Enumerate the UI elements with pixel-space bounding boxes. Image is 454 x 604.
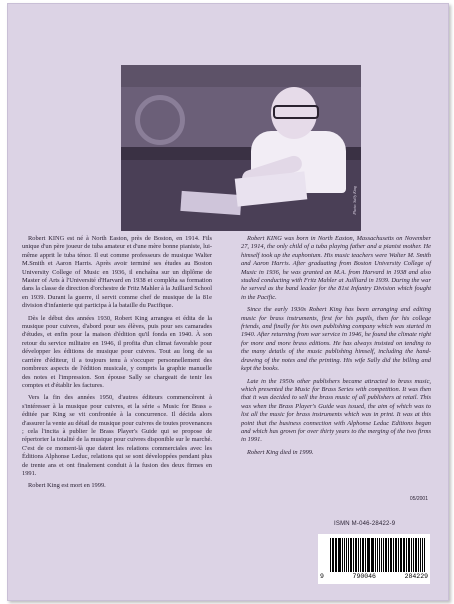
barcode-bar (344, 538, 346, 572)
photo-instrument (135, 95, 185, 145)
barcode-bar (379, 538, 381, 572)
barcode-bar (398, 538, 399, 572)
english-paragraph-4: Robert King died in 1999. (247, 448, 314, 456)
barcode-bar (371, 538, 374, 572)
barcode (318, 534, 430, 584)
french-paragraph-1: Robert KING est né à North Easton, près de Boston, en 1914. Fils unique d'un père joueur de tuba amateur et d'une mère bonne pianiste, lui-même apprit le tuba ténor. Il eut comme professeurs de musique Walter M.Smith et Aaron Harris. Après avoir terminé ses études au Boston University College of Music en 1936, il enchaîna sur un diplôme de Master of Arts à l'Université d'Harvard en 1938 et compléta sa formation dans la classe de direction d'orchestre de Fritz Mahler à la Juilliard School en 1939. Durant la guerre, il servit comme chef de musique de la 81e division d'infanterie qui participa à la bataille du Pacifique. (22, 235, 212, 310)
barcode-bar (346, 538, 347, 572)
barcode-bar (355, 538, 358, 572)
barcode-bar (377, 538, 378, 572)
english-biography (241, 235, 431, 461)
back-cover-page (7, 3, 449, 601)
english-paragraph-2: Since the early 1930s Robert King has been arranging and editing music for brass instruments, first for his pupils, then for his college friends, and finally for his own publishing company which was started in 1940. After returning from war service in 1946, he found the climate right for more and more brass editions. He has always insisted on tending to the many details of the music publishing himself, including the hand-drawing of the notes and the printing. His wife Sally did the billing and kept the books. (241, 306, 431, 373)
barcode-bar (415, 538, 417, 572)
barcode-bar (411, 538, 412, 572)
barcode-bar (413, 538, 414, 572)
barcode-bar (383, 538, 384, 572)
barcode-digit-group-2: 790046 (352, 573, 376, 580)
barcode-digit-group-1: 9 (320, 573, 324, 580)
barcode-bar (336, 538, 337, 572)
english-paragraph-1: Robert KING was born in North Easton, Massachusetts on November 27, 1914, the only child of a tuba playing father and a pianist mother. He himself took up the euphonium. His music teachers were Walter M. Smith and Aaron Harris. After graduating from Boston University College of Music in 1936, he was granted an M.A. from Harvard in 1938 and also studied conducting with Fritz Mahler at Juilliard in 1939. During the war he served as the band leader for the 81st Infantry Division which fought in the Pacific. (241, 235, 431, 301)
barcode-bar (350, 538, 352, 572)
barcode-bar (362, 538, 364, 572)
ismn-number: ISMN M-046-28422-9 (334, 521, 396, 527)
barcode-bar (403, 538, 405, 572)
photo-paper (180, 191, 241, 215)
barcode-bar (348, 538, 349, 572)
barcode-bar (420, 538, 422, 572)
barcode-bar (360, 538, 361, 572)
barcode-bar (358, 538, 359, 572)
print-date-code: 05/2001 (409, 496, 428, 502)
barcode-bar (342, 538, 343, 572)
photo-shelf (121, 65, 361, 87)
barcode-bar (395, 538, 397, 572)
barcode-bar (330, 538, 331, 572)
barcode-bar (385, 538, 387, 572)
barcode-digits (320, 573, 428, 580)
barcode-bar (381, 538, 382, 572)
barcode-bar (400, 538, 401, 572)
barcode-bar (390, 538, 393, 572)
barcode-bar (367, 538, 368, 572)
barcode-bar (335, 538, 336, 572)
barcode-bar (375, 538, 376, 572)
english-paragraph-3: Late in the 1950s other publishers became attracted to brass music, which presented the Music for Brass Series with competition. It was then that it was decided to sell the brass music of all publishers at retail. This was when the Brass Player's Guide was issued, the aim of which was to list all the music for brass instruments which was in print. It was at this point that the business connection with Alphonse Leduc Editions began and which has grown for over thirty years to the merging of the two firms in 1991. (241, 377, 431, 444)
photo-person-glasses (273, 105, 319, 119)
barcode-bar (393, 538, 394, 572)
barcode-bar (406, 538, 407, 572)
barcode-bar (422, 538, 423, 572)
barcode-bar (338, 538, 341, 572)
french-paragraph-2: Dès le début des années 1930, Robert King arrangea et édita de la musique pour cuivres, d'abord pour ses élèves, puis pour ses camarades d'études, et enfin pour la maison d'édition qu'il fonda en 1940. À son retour du service militaire en 1946, il profita d'un climat favorable pour développer les éditions de musique pour cuivres. Tout au long de sa carrière d'éditeur, il a toujours tenu à s'occuper personnellement des nombreux aspects de l'édition musicale, y compris la graphie manuelle des notes et l'impression. Son épouse Sally se chargeait de tenir les comptes et d'établir les factures. (22, 314, 212, 389)
barcode-bar (424, 538, 425, 572)
barcode-bar (368, 538, 370, 572)
portrait-photo (121, 65, 361, 231)
barcode-bar (388, 538, 389, 572)
barcode-bar (332, 538, 334, 572)
photo-credit: Photo: Sally King (352, 186, 357, 215)
barcode-bar (365, 538, 366, 572)
barcode-bars (330, 538, 426, 572)
french-paragraph-3: Vers la fin des années 1950, d'autres éditeurs commencèrent à s'intéresser à la musique pour cuivres, et la série « Music for Brass » éditée par King se vit confrontée à la concurrence. Il décida alors d'assurer la vente au détail de musique pour cuivres de toutes provenances ; cela l'incita à publier le Brass Player's Guide qui se propose de répertorier la totalité de la musique pour cuivres disponible sur le marché. C'est de ce moment-là que datent les relations commerciales avec les Éditions Alphonse Leduc, relations qui se sont développées pendant plus de trente ans et ont finalement conduit à la fusion des deux firmes en 1991. (22, 394, 212, 477)
barcode-bar (418, 538, 419, 572)
barcode-bar (353, 538, 354, 572)
french-biography (22, 235, 212, 495)
barcode-bar (408, 538, 411, 572)
french-paragraph-4: Robert King est mort en 1999. (28, 482, 106, 490)
barcode-bar (401, 538, 402, 572)
barcode-digit-group-3: 284229 (404, 573, 428, 580)
